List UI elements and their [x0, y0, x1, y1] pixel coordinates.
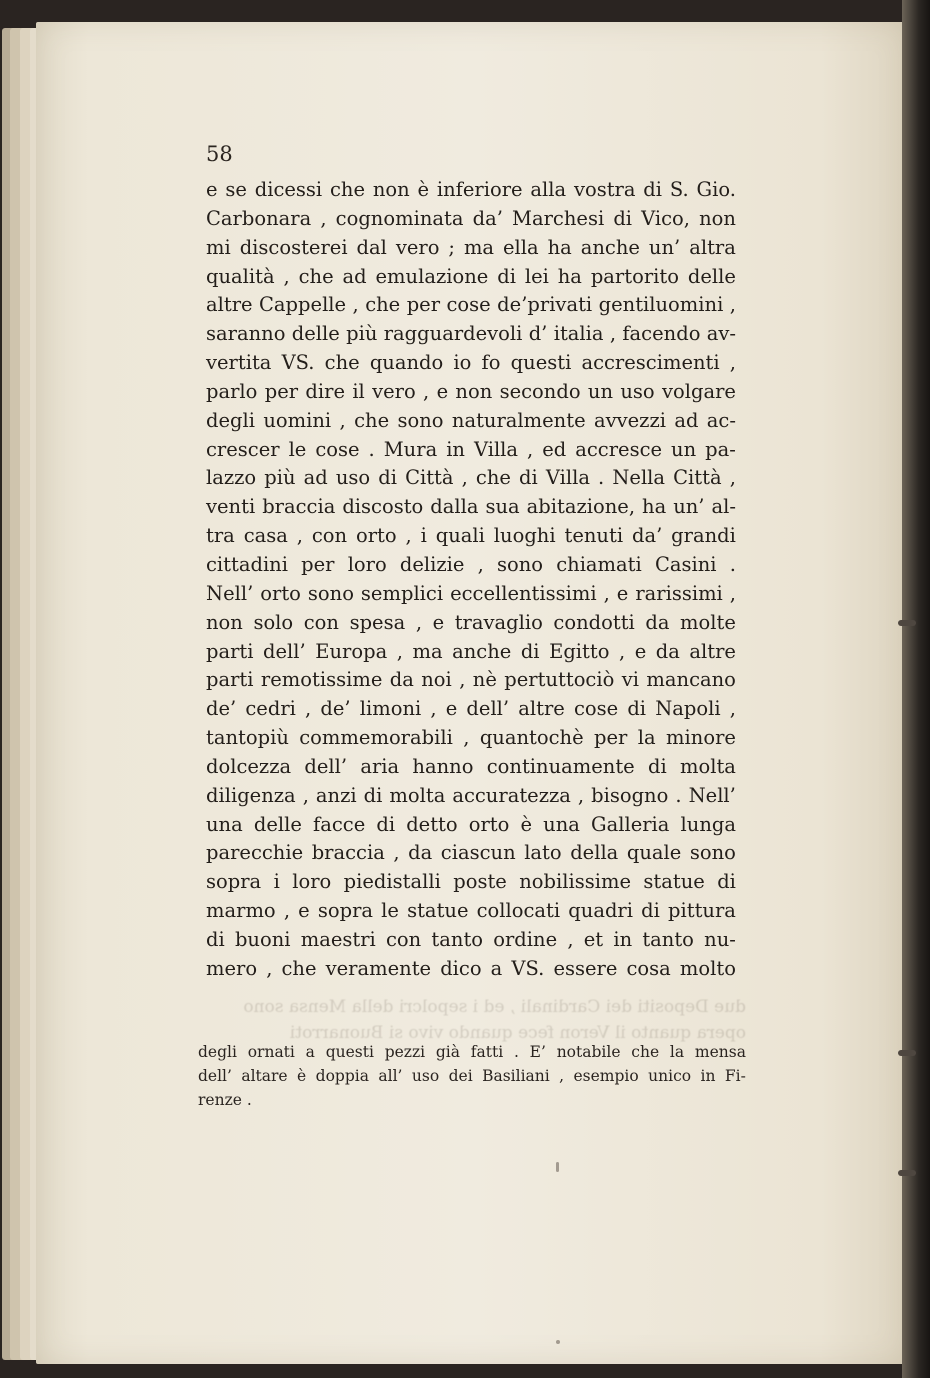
text-line: de’ cedri , de’ limoni , e dell’ altre cose di Napoli , — [206, 697, 736, 721]
text-line: marmo , e sopra le statue collocati quadri di pittura — [206, 899, 736, 923]
text-line: parecchie braccia , da ciascun lato della quale sono — [206, 841, 736, 865]
text-line: venti braccia discosto dalla sua abitazione, ha un’ al- — [206, 495, 736, 519]
text-line: mero , che veramente dico a VS. essere cosa molto — [206, 956, 736, 980]
body-text — [206, 176, 736, 984]
text-line: una delle facce di detto orto è una Galleria lunga — [206, 812, 736, 836]
text-line: non solo con spesa , e travaglio condotti da molte — [206, 610, 736, 634]
text-line: cittadini per loro delizie , sono chiamati Casini . — [206, 552, 736, 576]
text-line: degli uomini , che sono naturalmente avvezzi ad ac- — [206, 408, 736, 432]
text-line: Nell’ orto sono semplici eccellentissimi , e rarissimi , — [206, 581, 736, 605]
binding-thread — [898, 1050, 916, 1056]
text-line: lazzo più ad uso di Città , che di Villa . Nella Città , — [206, 466, 736, 490]
text-line: diligenza , anzi di molta accuratezza , bisogno . Nell’ — [206, 783, 736, 807]
footnote-line: degli ornati a questi pezzi già fatti . E’ notabile che la mensa — [198, 1043, 746, 1061]
text-line: qualità , che ad emulazione di lei ha partorito delle — [206, 264, 736, 288]
paper-speck — [556, 1340, 560, 1344]
binding-thread — [898, 620, 916, 626]
paper-speck — [556, 1162, 559, 1172]
text-line: vertita VS. che quando io fo questi accrescimenti , — [206, 351, 736, 375]
text-line: tantopiù commemorabili , quantochè per la minore — [206, 726, 736, 750]
text-line: e se dicessi che non è inferiore alla vostra di S. Gio. — [206, 178, 736, 201]
text-line: di buoni maestri con tanto ordine , et in tanto nu- — [206, 927, 736, 951]
text-line: Carbonara , cognominata da’ Marchesi di Vico, non — [206, 206, 736, 230]
footnote — [198, 1040, 746, 1112]
text-line: sopra i loro piedistalli poste nobilissime statue di — [206, 870, 736, 894]
binding-thread — [898, 1170, 916, 1176]
footnote-line: renze . — [198, 1091, 252, 1109]
text-line: parti remotissime da noi , nè pertuttociò vi mancano — [206, 668, 736, 692]
text-line: parti dell’ Europa , ma anche di Egitto , e da altre — [206, 639, 736, 663]
text-line: dolcezza dell’ aria hanno continuamente di molta — [206, 754, 736, 778]
footnote-line: dell’ altare è doppia all’ uso dei Basiliani , esempio unico in Fi- — [198, 1067, 746, 1085]
text-line: mi discosterei dal vero ; ma ella ha anche un’ altra — [206, 235, 736, 259]
text-line: altre Cappelle , che per cose de’privati gentiluomini , — [206, 293, 736, 317]
text-line: parlo per dire il vero , e non secondo un uso volgare — [206, 379, 736, 403]
text-line: crescer le cose . Mura in Villa , ed accresce un pa- — [206, 437, 736, 461]
text-line: saranno delle più ragguardevoli d’ italia , facendo av- — [206, 322, 736, 346]
text-line: tra casa , con orto , i quali luoghi tenuti da’ grandi — [206, 524, 736, 548]
show-through-text: due Depositi dei Cardinali , ed i sepolcri della Mensa sono opera quanto il Veron fece quando vivo si Buonarroti — [243, 997, 746, 1043]
page-number: 58 — [206, 142, 233, 166]
